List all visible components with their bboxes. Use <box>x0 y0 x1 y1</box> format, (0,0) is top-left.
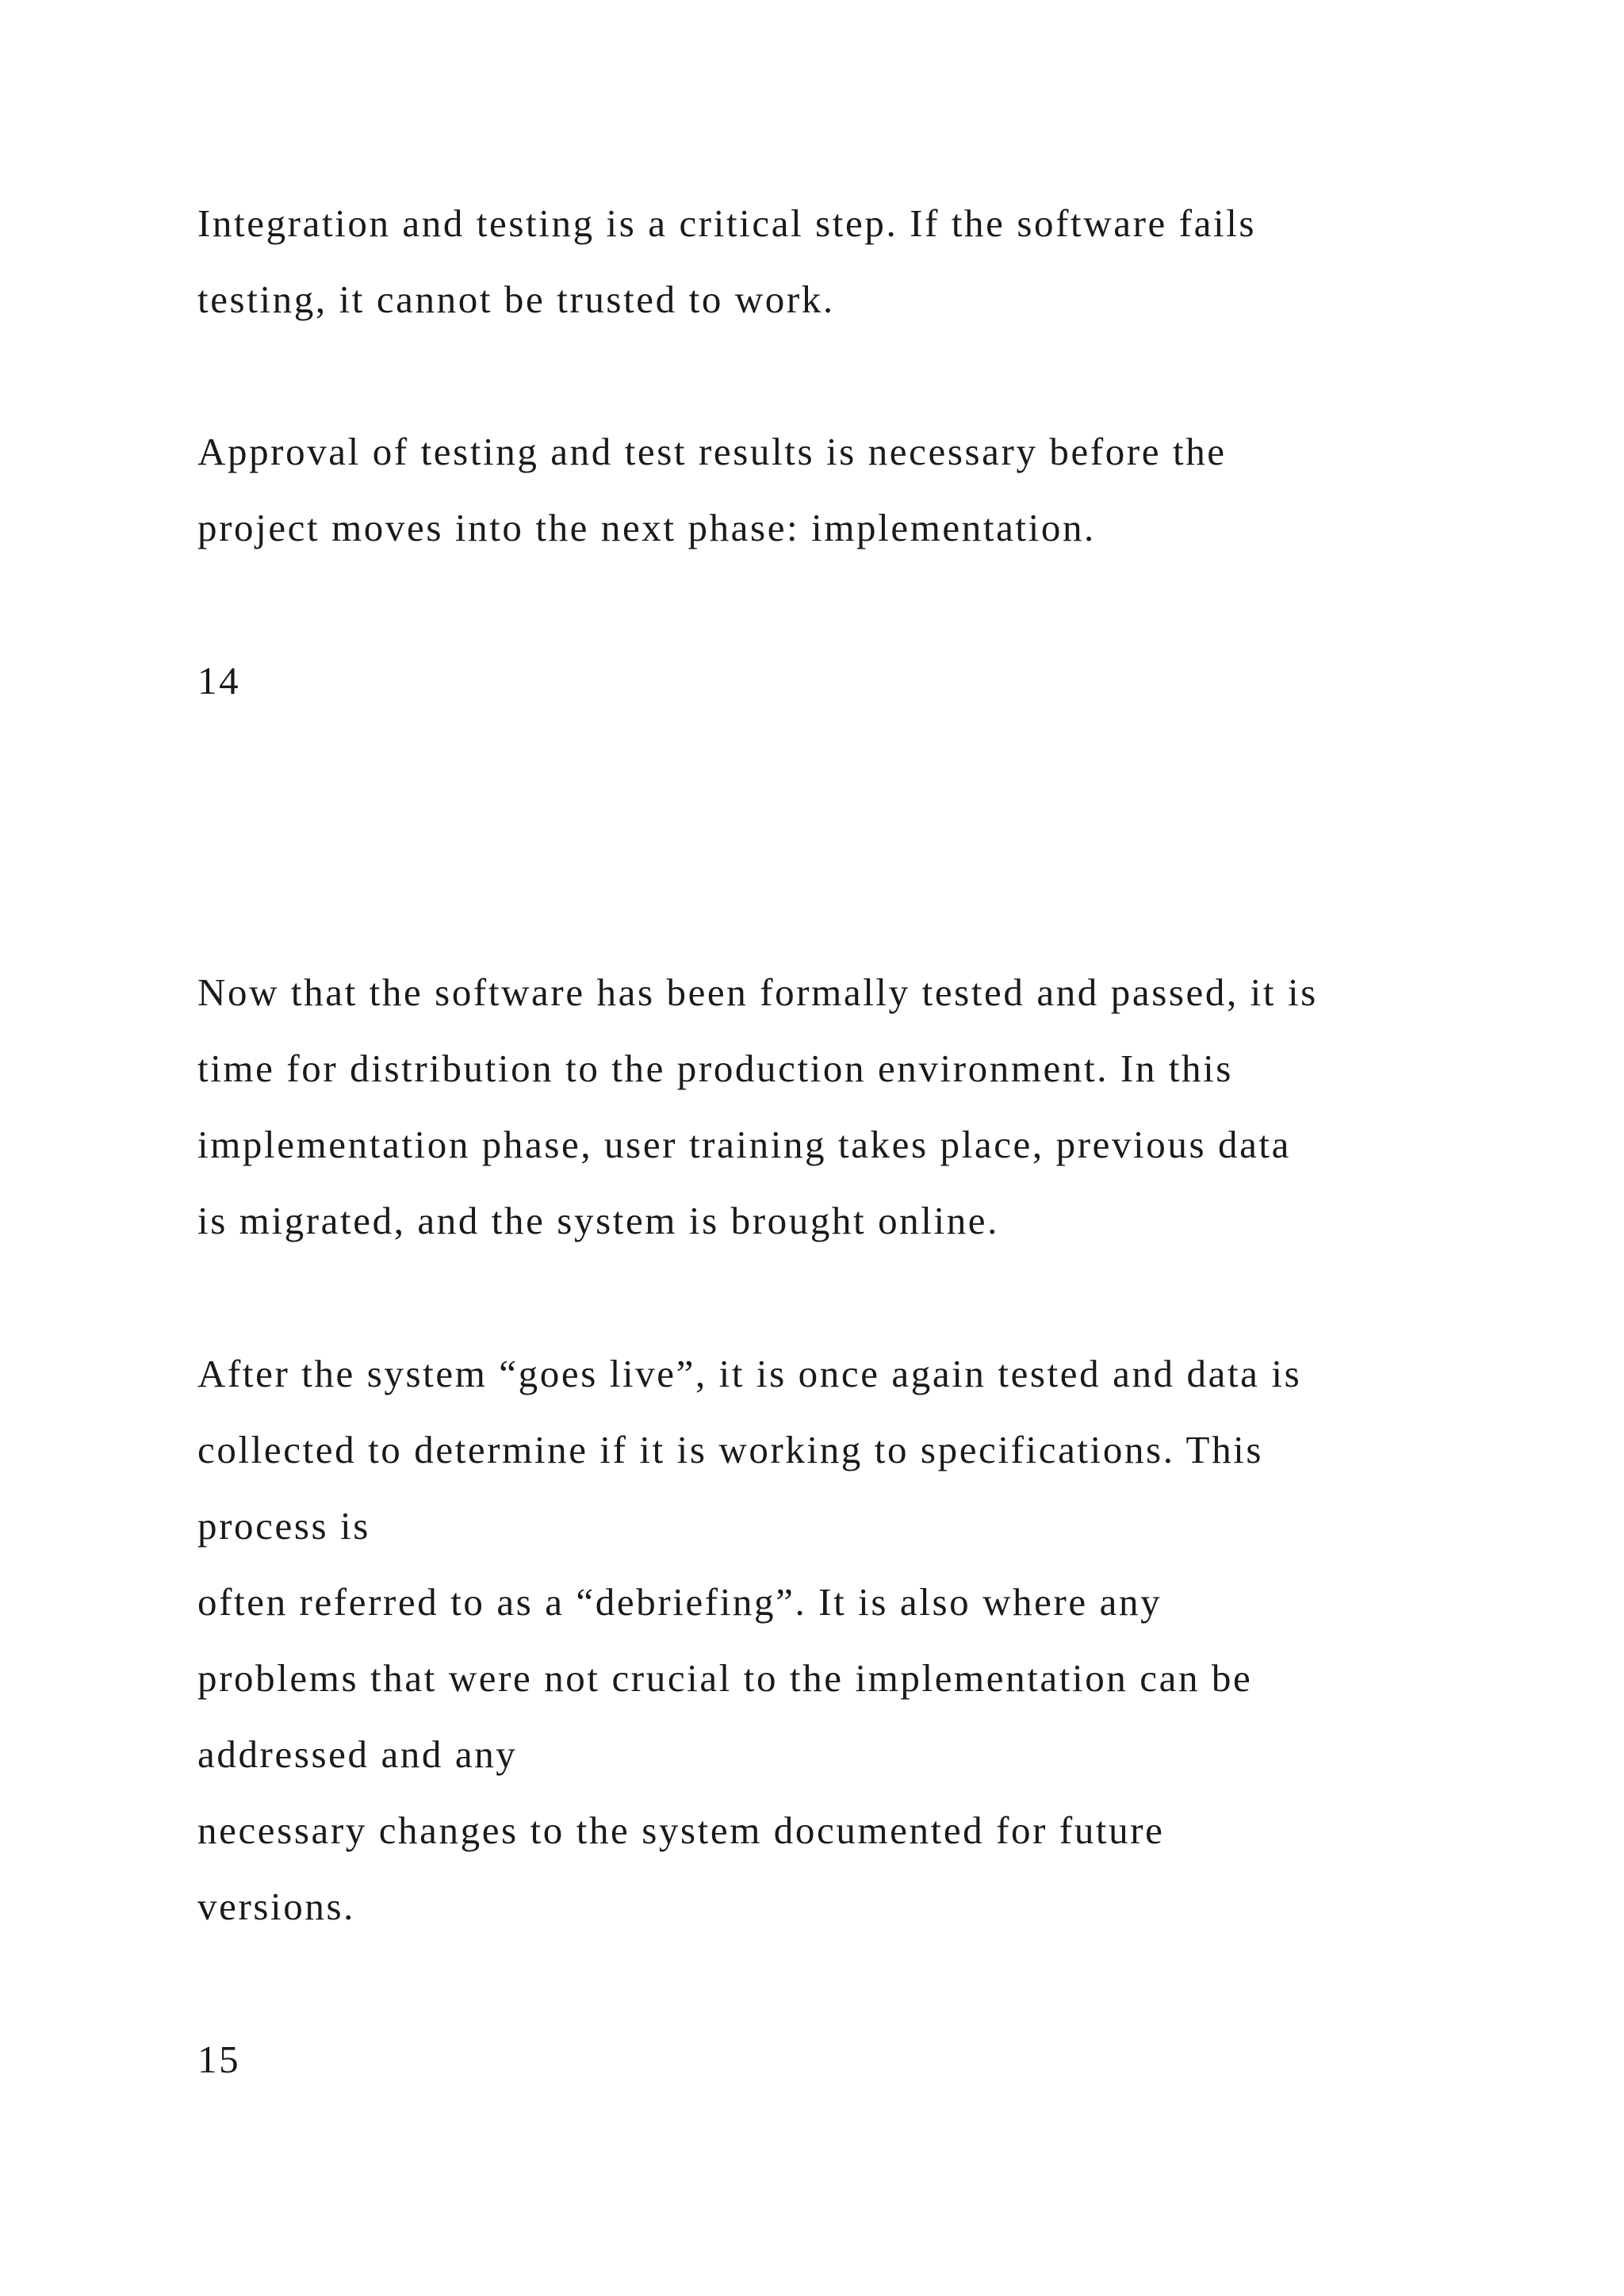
paragraph-line: Integration and testing is a critical step. If the software fails <box>197 201 1257 245</box>
paragraph-line: implementation phase, user training takes place, previous data <box>197 1123 1291 1166</box>
paragraph-line: versions. <box>197 1885 355 1928</box>
paragraph-line: problems that were not crucial to the implementation can be <box>197 1656 1253 1700</box>
paragraph-line: often referred to as a “debriefing”. It is also where any <box>197 1580 1162 1624</box>
paragraph-line: addressed and any <box>197 1732 518 1776</box>
paragraph-line: Now that the software has been formally tested and passed, it is <box>197 970 1318 1014</box>
paragraph-line: project moves into the next phase: implementation. <box>197 506 1096 549</box>
paragraph-line: Approval of testing and test results is necessary before the <box>197 430 1227 473</box>
paragraph-line: process is <box>197 1504 370 1548</box>
page-number: 14 <box>197 659 241 702</box>
paragraph-line: After the system “goes live”, it is once again tested and data is <box>197 1352 1302 1395</box>
paragraph-line: testing, it cannot be trusted to work. <box>197 277 835 321</box>
paragraph-line: collected to determine if it is working to specifications. This <box>197 1428 1264 1471</box>
paragraph-line: time for distribution to the production environment. In this <box>197 1047 1233 1090</box>
paragraph-line: is migrated, and the system is brought online. <box>197 1199 1000 1242</box>
paragraph-line: necessary changes to the system documented for future <box>197 1808 1165 1852</box>
page-number: 15 <box>197 2038 241 2081</box>
